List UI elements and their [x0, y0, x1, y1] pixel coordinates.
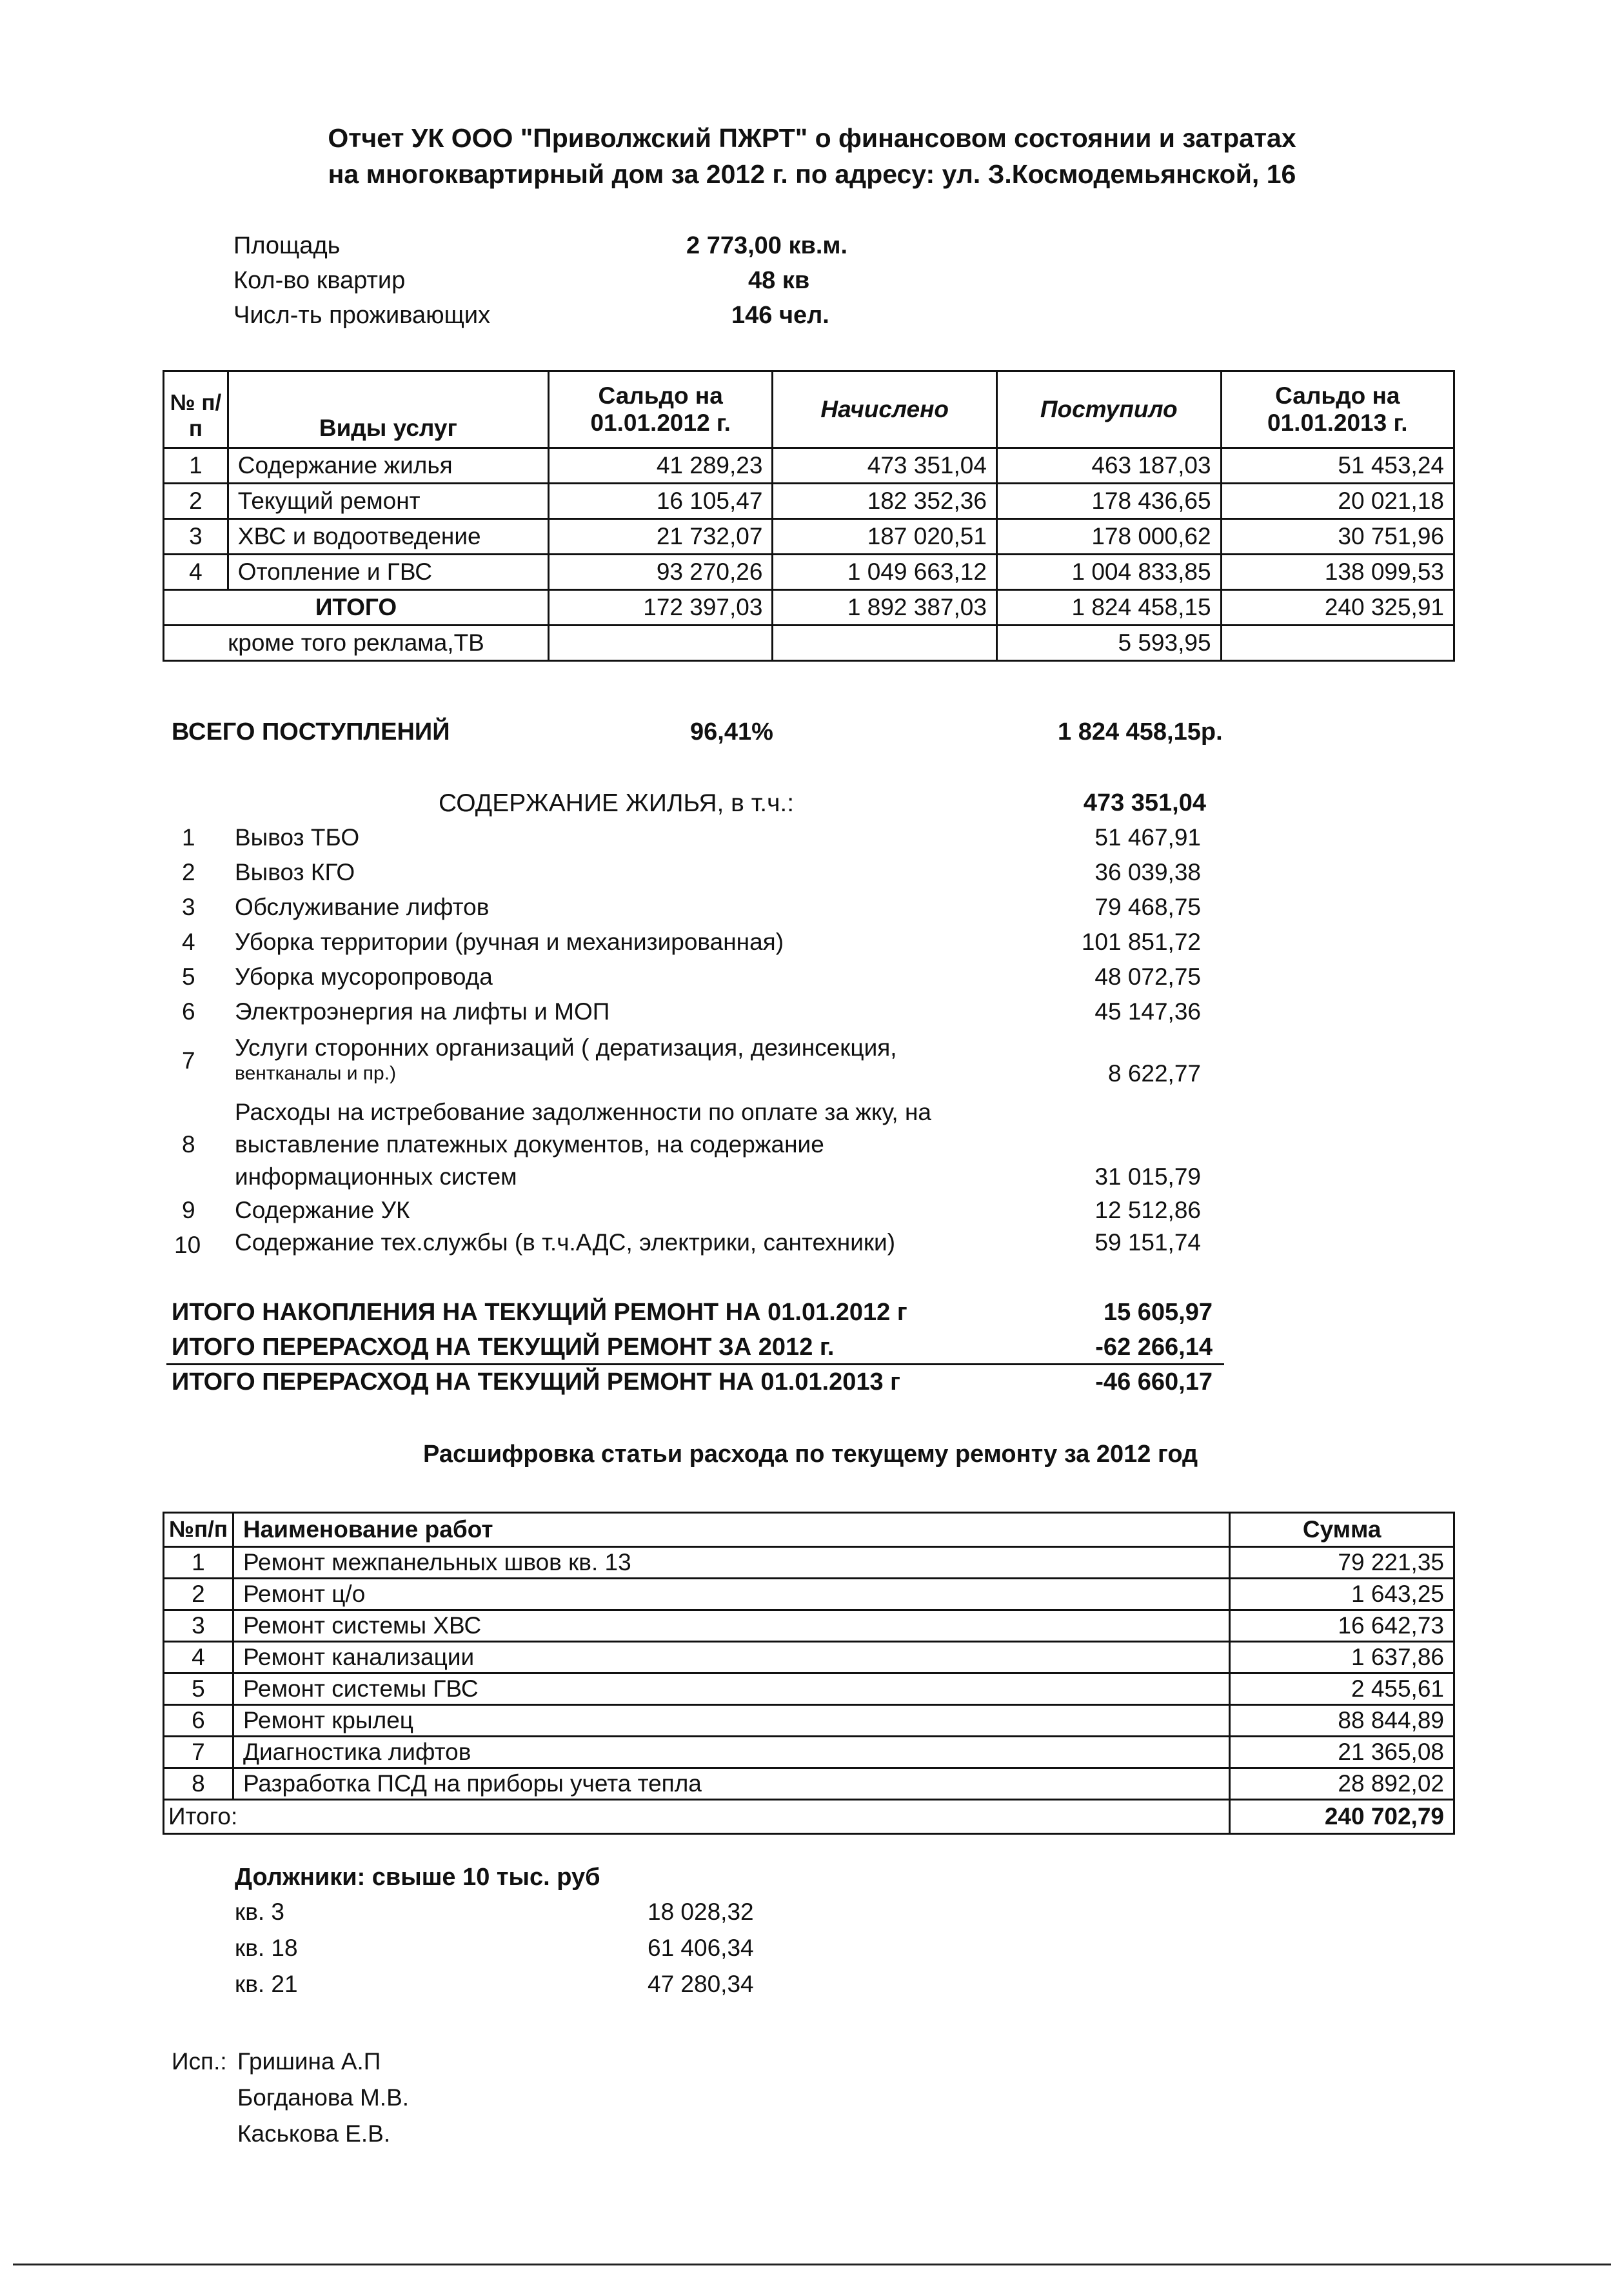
extra-empty-cell: [548, 626, 772, 661]
maint-label: Вывоз ТБО: [235, 824, 360, 851]
table-row: [164, 1579, 1454, 1610]
row-num: 8: [164, 1768, 233, 1800]
table-row: [164, 1610, 1454, 1642]
total-label: ИТОГО: [164, 590, 549, 626]
row-sum: 1 643,25: [1230, 1579, 1454, 1610]
row-saldo-end: 30 751,96: [1221, 519, 1454, 555]
repair-summary-value: -62 266,14: [1095, 1334, 1213, 1361]
header-received: Поступило: [996, 371, 1221, 448]
row-num: 6: [164, 1705, 233, 1737]
header-saldo-start: Сальдо на 01.01.2012 г.: [548, 371, 772, 448]
repair-summary-label: ИТОГО НАКОПЛЕНИЯ НА ТЕКУЩИЙ РЕМОНТ НА 01.01.2012 г: [172, 1299, 907, 1326]
total-row: [164, 1800, 1454, 1834]
repair-summary-label: ИТОГО ПЕРЕРАСХОД НА ТЕКУЩИЙ РЕМОНТ НА 01.01.2013 г: [172, 1368, 900, 1396]
debtor-amount: 47 280,34: [648, 1971, 754, 1997]
maint-label-continued: информационных систем: [235, 1163, 517, 1190]
row-work-name: Ремонт межпанельных швов кв. 13: [233, 1547, 1229, 1579]
maint-num: 1: [182, 824, 195, 851]
row-saldo-start: 41 289,23: [548, 448, 772, 484]
row-saldo-start: 16 105,47: [548, 484, 772, 519]
row-num: 1: [164, 1547, 233, 1579]
maint-num: 10: [174, 1232, 201, 1258]
table-row: [164, 1673, 1454, 1705]
header-work-name: Наименование работ: [233, 1513, 1229, 1547]
total-saldo-end: 240 325,91: [1221, 590, 1454, 626]
row-work-name: Ремонт ц/о: [233, 1579, 1229, 1610]
maint-value: 51 467,91: [1094, 824, 1201, 851]
services-table-header: [164, 371, 1454, 448]
debtor-apartment: кв. 3: [235, 1899, 284, 1925]
maint-num: 2: [182, 859, 195, 885]
maint-label: Вывоз КГО: [235, 859, 355, 885]
row-service: Содержание жилья: [228, 448, 548, 484]
row-charged: 187 020,51: [773, 519, 997, 555]
total-saldo-start: 172 397,03: [548, 590, 772, 626]
executor-name: Богданова М.В.: [237, 2084, 410, 2111]
executors-label: Исп.:: [172, 2048, 227, 2075]
total-receipts-percent: 96,41%: [690, 718, 773, 745]
row-num: 5: [164, 1673, 233, 1705]
row-num: 4: [164, 1642, 233, 1673]
debtor-amount: 61 406,34: [648, 1935, 754, 1961]
extra-empty-cell: [1221, 626, 1454, 661]
row-sum: 88 844,89: [1230, 1705, 1454, 1737]
table-row: [164, 1547, 1454, 1579]
maint-value: 48 072,75: [1094, 963, 1201, 990]
report-title-line-2: на многоквартирный дом за 2012 г. по адресу: ул. З.Космодемьянской, 16: [328, 159, 1296, 189]
executor-name: Каськова Е.В.: [237, 2120, 391, 2147]
row-service: ХВС и водоотведение: [228, 519, 548, 555]
row-work-name: Разработка ПСД на приборы учета тепла: [233, 1768, 1229, 1800]
area-label: Площадь: [233, 232, 341, 259]
residents-value: 146 чел.: [731, 302, 829, 329]
row-sum: 1 637,86: [1230, 1642, 1454, 1673]
repair-table: [163, 1512, 1455, 1835]
header-num: № п/п: [164, 371, 228, 448]
maint-num: 5: [182, 963, 195, 990]
row-charged: 1 049 663,12: [773, 555, 997, 590]
row-num: 3: [164, 519, 228, 555]
total-receipts-label: ВСЕГО ПОСТУПЛЕНИЙ: [172, 718, 450, 745]
page-bottom-rule: [13, 2264, 1611, 2265]
row-charged: 182 352,36: [773, 484, 997, 519]
row-num: 3: [164, 1610, 233, 1642]
maintenance-heading: СОДЕРЖАНИЕ ЖИЛЬЯ, в т.ч.:: [439, 789, 795, 817]
maint-value: 79 468,75: [1094, 894, 1201, 920]
repair-summary-value: 15 605,97: [1103, 1299, 1213, 1326]
maint-label: Уборка мусоропровода: [235, 963, 493, 990]
row-sum: 28 892,02: [1230, 1768, 1454, 1800]
extra-empty-cell: [773, 626, 997, 661]
row-charged: 473 351,04: [773, 448, 997, 484]
row-sum: 79 221,35: [1230, 1547, 1454, 1579]
total-sum: 240 702,79: [1230, 1800, 1454, 1834]
header-saldo-end: Сальдо на 01.01.2013 г.: [1221, 371, 1454, 448]
total-row: [164, 590, 1454, 626]
maint-label: Обслуживание лифтов: [235, 894, 490, 920]
table-row: [164, 448, 1454, 484]
row-received: 463 187,03: [996, 448, 1221, 484]
maint-num: 9: [182, 1197, 195, 1223]
maintenance-total: 473 351,04: [1083, 789, 1206, 816]
extra-received: 5 593,95: [996, 626, 1221, 661]
row-num: 2: [164, 484, 228, 519]
row-service: Отопление и ГВС: [228, 555, 548, 590]
total-received: 1 824 458,15: [996, 590, 1221, 626]
total-label: Итого:: [164, 1800, 1230, 1834]
row-num: 7: [164, 1737, 233, 1768]
maint-num: 7: [182, 1047, 195, 1074]
total-receipts-amount: 1 824 458,15р.: [1058, 718, 1223, 745]
maint-value: 8 622,77: [1107, 1060, 1201, 1087]
debtor-amount: 18 028,32: [648, 1899, 754, 1925]
table-row: [164, 484, 1454, 519]
table-row: [164, 1737, 1454, 1768]
maint-label-continued: вентканалы и пр.): [235, 1063, 397, 1084]
maint-value: 12 512,86: [1094, 1197, 1201, 1223]
header-sum: Сумма: [1230, 1513, 1454, 1547]
maint-label: Уборка территории (ручная и механизированная): [235, 929, 784, 955]
table-row: [164, 1768, 1454, 1800]
row-saldo-end: 138 099,53: [1221, 555, 1454, 590]
row-work-name: Диагностика лифтов: [233, 1737, 1229, 1768]
row-received: 1 004 833,85: [996, 555, 1221, 590]
maint-num: 4: [182, 929, 195, 955]
row-num: 2: [164, 1579, 233, 1610]
header-num: №п/п: [164, 1513, 233, 1547]
row-sum: 21 365,08: [1230, 1737, 1454, 1768]
row-received: 178 000,62: [996, 519, 1221, 555]
maint-label-continued: выставление платежных документов, на содержание: [235, 1131, 824, 1158]
maint-label: Электроэнергия на лифты и МОП: [235, 998, 610, 1025]
maint-label: Услуги сторонних организаций ( дератизация, дезинсекция,: [235, 1034, 897, 1061]
table-row: [164, 555, 1454, 590]
extra-label: кроме того реклама,ТВ: [164, 626, 549, 661]
maint-num: 8: [182, 1131, 195, 1158]
repair-breakdown-title: Расшифровка статьи расхода по текущему ремонту за 2012 год: [423, 1441, 1198, 1468]
header-charged: Начислено: [773, 371, 997, 448]
maint-label: Расходы на истребование задолженности по оплате за жку, на: [235, 1099, 931, 1125]
row-received: 178 436,65: [996, 484, 1221, 519]
residents-label: Числ-ть проживающих: [233, 302, 491, 329]
summary-divider: [166, 1363, 1224, 1365]
services-table: [163, 370, 1455, 662]
row-work-name: Ремонт системы ХВС: [233, 1610, 1229, 1642]
table-row: [164, 1642, 1454, 1673]
executor-name: Гришина А.П: [237, 2048, 381, 2075]
row-service: Текущий ремонт: [228, 484, 548, 519]
repair-table-header: [164, 1513, 1454, 1547]
repair-summary-label: ИТОГО ПЕРЕРАСХОД НА ТЕКУЩИЙ РЕМОНТ ЗА 2012 г.: [172, 1334, 835, 1361]
table-row: [164, 519, 1454, 555]
row-sum: 2 455,61: [1230, 1673, 1454, 1705]
table-row: [164, 1705, 1454, 1737]
repair-summary-value: -46 660,17: [1095, 1368, 1213, 1396]
maint-value: 45 147,36: [1094, 998, 1201, 1025]
maint-value: 36 039,38: [1094, 859, 1201, 885]
report-title-line-1: Отчет УК ООО "Приволжский ПЖРТ" о финансовом состоянии и затратах: [328, 123, 1296, 153]
maint-num: 3: [182, 894, 195, 920]
row-sum: 16 642,73: [1230, 1610, 1454, 1642]
row-work-name: Ремонт системы ГВС: [233, 1673, 1229, 1705]
debtor-apartment: кв. 21: [235, 1971, 298, 1997]
row-saldo-end: 20 021,18: [1221, 484, 1454, 519]
area-value: 2 773,00 кв.м.: [686, 232, 848, 259]
debtors-heading: Должники: свыше 10 тыс. руб: [235, 1864, 600, 1891]
maint-value: 59 151,74: [1094, 1229, 1201, 1256]
row-saldo-end: 51 453,24: [1221, 448, 1454, 484]
maint-value: 101 851,72: [1081, 929, 1201, 955]
header-service: Виды услуг: [228, 371, 548, 448]
row-saldo-start: 21 732,07: [548, 519, 772, 555]
row-num: 4: [164, 555, 228, 590]
maint-label: Содержание УК: [235, 1197, 410, 1223]
apartments-value: 48 кв: [748, 267, 810, 294]
debtor-apartment: кв. 18: [235, 1935, 298, 1961]
row-saldo-start: 93 270,26: [548, 555, 772, 590]
row-work-name: Ремонт крылец: [233, 1705, 1229, 1737]
apartments-label: Кол-во квартир: [233, 267, 406, 294]
row-work-name: Ремонт канализации: [233, 1642, 1229, 1673]
extra-row: [164, 626, 1454, 661]
maint-num: 6: [182, 998, 195, 1025]
row-num: 1: [164, 448, 228, 484]
total-charged: 1 892 387,03: [773, 590, 997, 626]
maint-value: 31 015,79: [1094, 1163, 1201, 1190]
maint-label: Содержание тех.службы (в т.ч.АДС, электрики, сантехники): [235, 1229, 896, 1256]
